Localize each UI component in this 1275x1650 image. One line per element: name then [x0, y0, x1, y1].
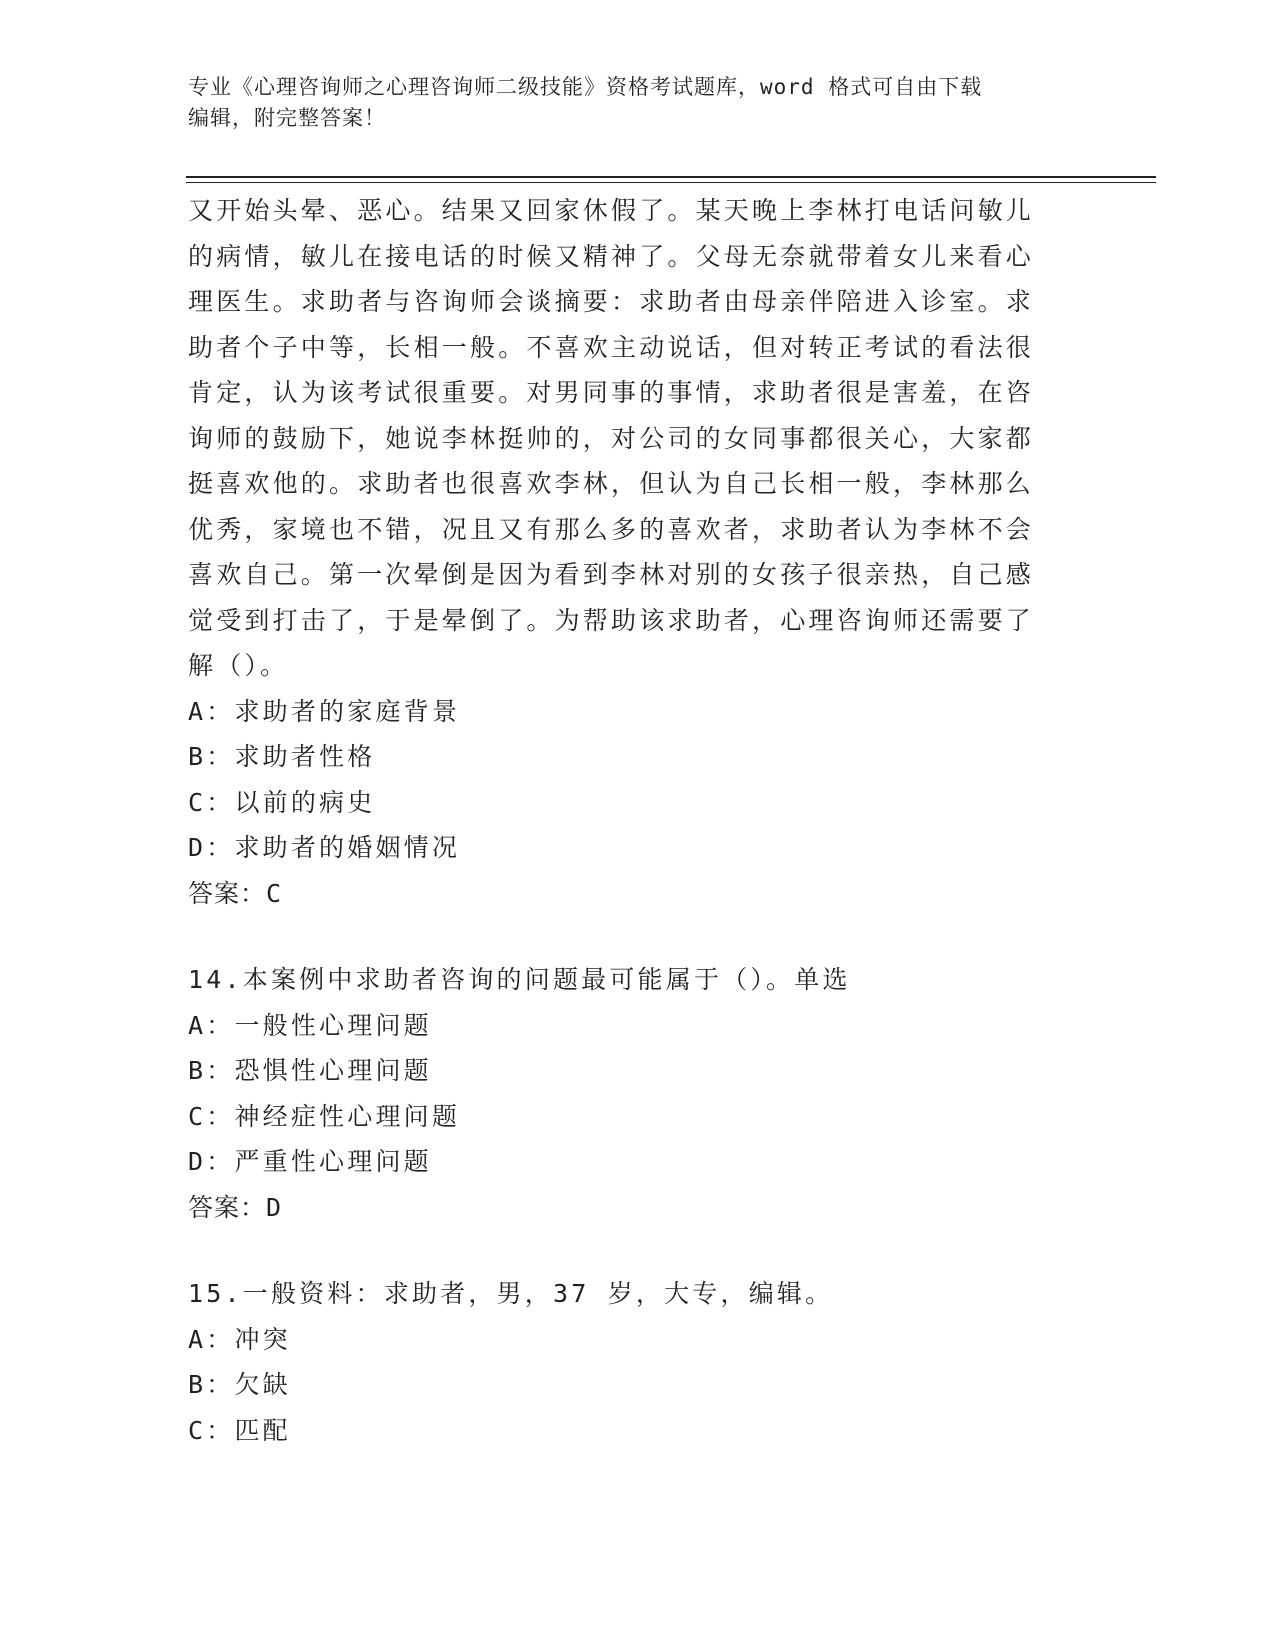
question-14: [188, 957, 1068, 1230]
question-text: 14.本案例中求助者咨询的问题最可能属于（）。单选: [188, 965, 851, 994]
header-line-2: 编辑，附完整答案！: [188, 106, 386, 130]
option-c: C：匹配: [188, 1415, 291, 1445]
header-line-1: 专业《心理咨询师之心理咨询师二级技能》资格考试题库，word 格式可自由下载: [188, 75, 983, 99]
option-c: C：神经症性心理问题: [188, 1101, 461, 1131]
option-a: A：求助者的家庭背景: [188, 696, 461, 726]
question-13-case: [188, 188, 1068, 916]
case-text-line: 挺喜欢他的。求助者也很喜欢李林，但认为自己长相一般，李林那么: [188, 469, 1035, 498]
case-text-line: 觉受到打击了，于是晕倒了。为帮助该求助者，心理咨询师还需要了: [188, 605, 1035, 635]
question-text: 15.一般资料：求助者，男，37 岁，大专，编辑。: [188, 1279, 834, 1308]
option-b: B：欠缺: [188, 1370, 291, 1399]
answer-label: 答案：D: [188, 1192, 283, 1222]
header-divider-thick: [186, 176, 1156, 178]
document-header: [188, 72, 1068, 134]
answer-label: 答案：C: [188, 878, 283, 908]
option-b: B：恐惧性心理问题: [188, 1056, 432, 1085]
option-d: D：求助者的婚姻情况: [188, 833, 461, 862]
option-c: C：以前的病史: [188, 787, 376, 817]
case-text-line: 又开始头晕、恶心。结果又回家休假了。某天晚上李林打电话问敏儿: [188, 196, 1035, 225]
case-text-line: 解（）。: [188, 651, 289, 680]
option-b: B：求助者性格: [188, 742, 376, 771]
case-text-line: 助者个子中等，长相一般。不喜欢主动说话，但对转正考试的看法很: [188, 332, 1035, 362]
case-text-line: 喜欢自己。第一次晕倒是因为看到李林对别的女孩子很亲热，自己感: [188, 560, 1035, 589]
question-15: [188, 1271, 1068, 1453]
option-a: A：一般性心理问题: [188, 1010, 432, 1040]
option-a: A：冲突: [188, 1324, 291, 1354]
case-text-line: 理医生。求助者与咨询师会谈摘要：求助者由母亲伴陪进入诊室。求: [188, 287, 1035, 316]
header-divider-thin: [186, 182, 1156, 183]
spacer: [188, 916, 1068, 957]
case-text-line: 优秀，家境也不错，况且又有那么多的喜欢者，求助者认为李林不会: [188, 514, 1035, 544]
option-d: D：严重性心理问题: [188, 1147, 432, 1176]
case-text-line: 的病情，敏儿在接电话的时候又精神了。父母无奈就带着女儿来看心: [188, 241, 1035, 271]
spacer: [188, 1230, 1068, 1271]
case-text-line: 询师的鼓励下，她说李林挺帅的，对公司的女同事都很关心，大家都: [188, 423, 1035, 453]
document-body: [188, 188, 1068, 1453]
case-text-line: 肯定，认为该考试很重要。对男同事的事情，求助者很是害羞，在咨: [188, 378, 1035, 407]
